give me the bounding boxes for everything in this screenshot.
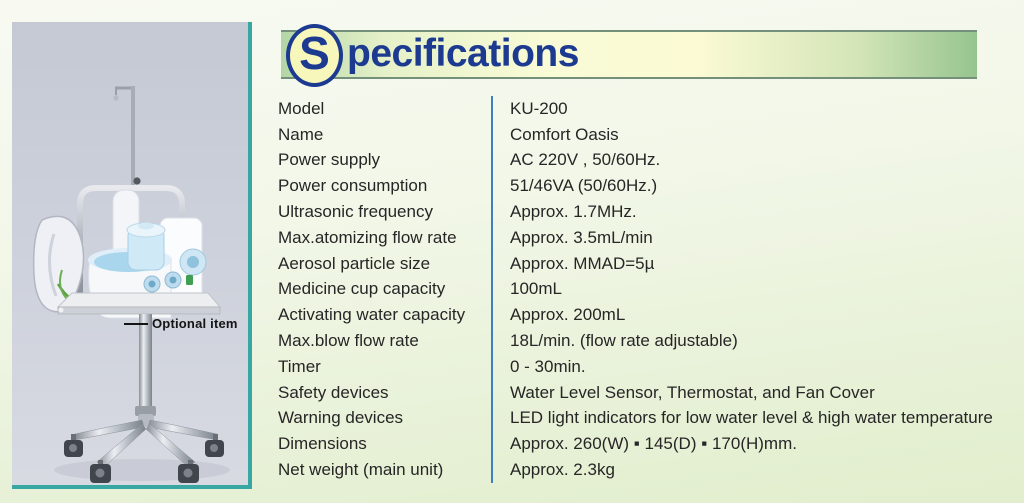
specifications-table (278, 96, 1020, 483)
spec-label: Ultrasonic frequency (278, 202, 433, 222)
product-photo (12, 22, 252, 489)
spec-label: Timer (278, 356, 321, 376)
table-row (278, 380, 1020, 406)
spec-label: Dimensions (278, 434, 367, 454)
spec-value: 0 - 30min. (491, 354, 1020, 380)
spec-value: Approx. 200mL (491, 302, 1020, 328)
spec-label: Safety devices (278, 382, 389, 402)
table-row (278, 251, 1020, 277)
spec-value: 18L/min. (flow rate adjustable) (491, 328, 1020, 354)
spec-label: Max.blow flow rate (278, 331, 419, 351)
table-row (278, 328, 1020, 354)
spec-label: Aerosol particle size (278, 253, 431, 273)
table-row (278, 354, 1020, 380)
spec-label: Activating water capacity (278, 305, 466, 325)
spec-label: Net weight (main unit) (278, 460, 444, 480)
optional-item-callout (124, 316, 238, 331)
spec-value: AC 220V , 50/60Hz. (491, 148, 1020, 174)
table-row (278, 302, 1020, 328)
spec-value: Approx. 1.7MHz. (491, 199, 1020, 225)
spec-value: Approx. 3.5mL/min (491, 225, 1020, 251)
table-row (278, 199, 1020, 225)
table-row (278, 431, 1020, 457)
spec-value: Approx. 260(W) ▪ 145(D) ▪ 170(H)mm. (491, 431, 1020, 457)
table-row (278, 277, 1020, 303)
spec-label: Max.atomizing flow rate (278, 227, 457, 247)
spec-value: Approx. 2.3kg (491, 457, 1020, 483)
callout-text: Optional item (152, 316, 238, 331)
table-row (278, 225, 1020, 251)
spec-label: Model (278, 98, 325, 118)
page-title: pecifications (347, 32, 579, 75)
spec-value: 100mL (491, 277, 1020, 303)
table-row (278, 96, 1020, 122)
spec-label: Medicine cup capacity (278, 279, 446, 299)
spec-value: Approx. MMAD=5µ (491, 251, 1020, 277)
spec-value: Comfort Oasis (491, 122, 1020, 148)
spec-label: Warning devices (278, 408, 404, 428)
spec-value: KU-200 (491, 96, 1020, 122)
table-row (278, 173, 1020, 199)
spec-value: 51/46VA (50/60Hz.) (491, 173, 1020, 199)
table-row (278, 148, 1020, 174)
table-row (278, 122, 1020, 148)
spec-value: Water Level Sensor, Thermostat, and Fan Cover (491, 380, 1020, 406)
spec-label: Name (278, 124, 324, 144)
spec-value: LED light indicators for low water level & high water temperature (491, 406, 1020, 432)
spec-label: Power supply (278, 150, 381, 170)
logo-letter: S (299, 26, 330, 79)
nebulizer-illustration (12, 22, 248, 485)
spec-label: Power consumption (278, 176, 428, 196)
table-row (278, 406, 1020, 432)
callout-pointer-line (124, 323, 148, 325)
specifications-logo-badge (286, 24, 343, 87)
table-row (278, 457, 1020, 483)
